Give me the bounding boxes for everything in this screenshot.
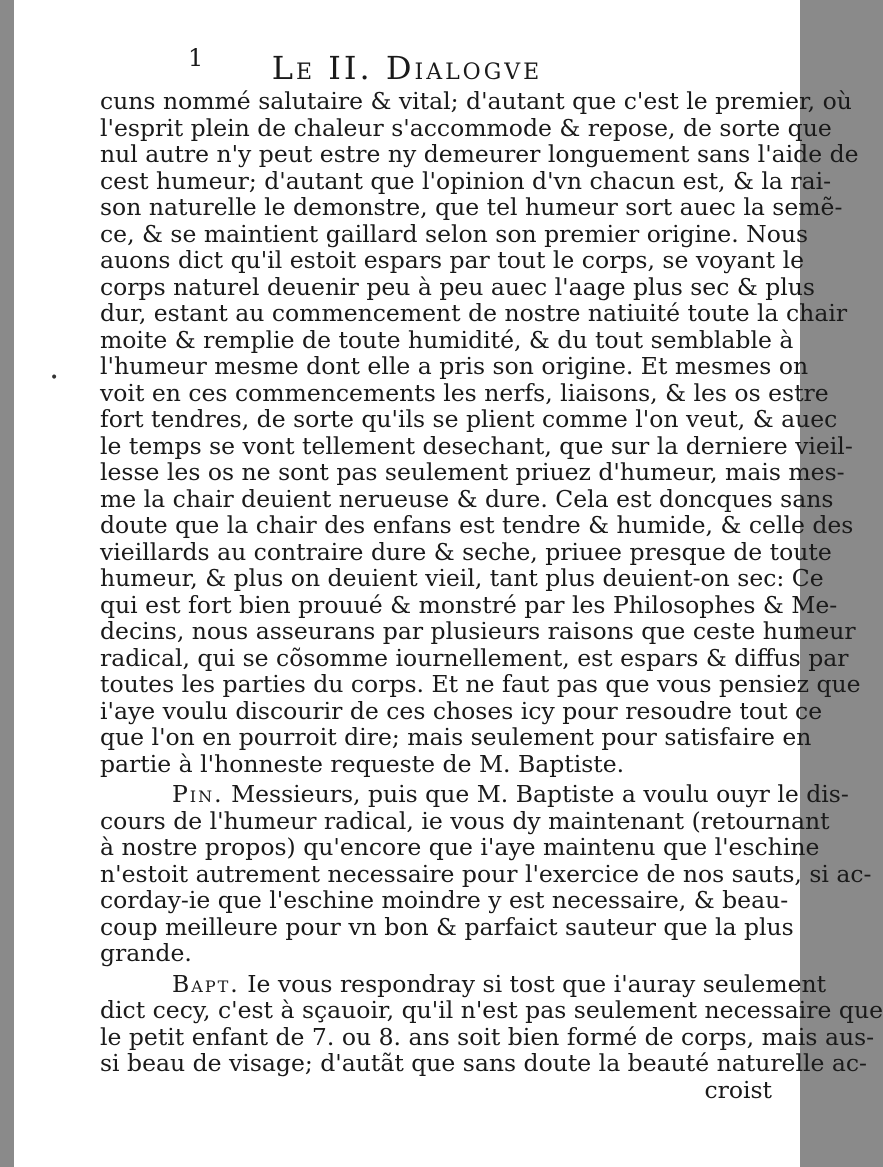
text-line: voit en ces commencements les nerfs, liaisons, & les os estre (100, 378, 829, 407)
text-line (100, 780, 849, 808)
text-line: coup meilleure pour vn bon & parfaict sauteur que la plus (100, 912, 794, 941)
text-line: cest humeur; d'autant que l'opinion d'vn chacun est, & la rai- (100, 166, 832, 195)
book-page (14, 0, 883, 1167)
text-line: l'esprit plein de chaleur s'accommode & repose, de sorte que (100, 113, 832, 142)
text-line: nul autre n'y peut estre ny demeurer longuement sans l'aide de (100, 140, 859, 168)
speaker-label: Bapt. (172, 969, 240, 998)
text-line: auons dict qu'il estoit espars par tout le corps, se voyant le (100, 246, 805, 274)
text-line: lesse les os ne sont pas seulement priuez d'humeur, mais mes- (100, 458, 845, 486)
speech-start: Ie vous respondray si tost que i'auray seulement (239, 969, 827, 998)
text-line: qui est fort bien prouué & monstré par les Philosophes & Me- (100, 590, 838, 619)
speaker-label: Pin. (172, 780, 224, 808)
text-line: partie à l'honneste requeste de M. Baptiste. (100, 749, 625, 778)
text-line: que l'on en pourroit dire; mais seulement pour satisfaire en (100, 723, 812, 751)
text-block (100, 87, 883, 1104)
text-line: le temps se vont tellement desechant, que sur la derniere vieil- (100, 431, 853, 460)
text-line: i'aye voulu discourir de ces choses icy pour resoudre tout ce (100, 696, 823, 725)
speech-start: Messieurs, puis que M. Baptiste a voulu ouyr le dis- (223, 780, 849, 808)
margin-dot: • (50, 370, 59, 386)
text-line: fort tendres, de sorte qu'ils se plient comme l'on veut, & auec (100, 405, 838, 433)
text-line: si beau de visage; d'autãt que sans doute la beauté naturelle ac- (100, 1049, 867, 1077)
text-line: grande. (100, 939, 192, 967)
catchword: croist (704, 1075, 772, 1104)
text-line: vieillards au contraire dure & seche, priuee presque de toute (100, 537, 832, 566)
text-line: n'estoit autrement necessaire pour l'exercice de nos sauts, si ac- (100, 859, 872, 888)
text-line: decins, nous asseurans par plusieurs raisons que ceste humeur (100, 617, 856, 645)
text-line: dur, estant au commencement de nostre natiuité toute la chair (100, 299, 848, 327)
text-line: ce, & se maintient gaillard selon son premier origine. Nous (100, 219, 809, 248)
text-line: humeur, & plus on deuient vieil, tant plus deuient-on sec: Ce (100, 564, 824, 592)
running-head: Le II. Dialogve (271, 49, 543, 87)
text-line: l'humeur mesme dont elle a pris son origine. Et mesmes on (100, 352, 809, 380)
text-line: me la chair deuient nerueuse & dure. Cela est doncques sans (100, 484, 834, 513)
text-line: corday-ie que l'eschine moindre y est necessaire, & beau- (100, 886, 789, 914)
text-line: son naturelle le demonstre, que tel humeur sort auec la semẽ- (100, 193, 843, 221)
text-line: cours de l'humeur radical, ie vous dy maintenant (retournant (100, 806, 830, 835)
text-line: toutes les parties du corps. Et ne faut pas que vous pensiez que (100, 670, 861, 698)
text-line: moite & remplie de toute humidité, & du tout semblable à (100, 325, 794, 354)
folio-mark: 1 (188, 44, 204, 72)
text-line: à nostre propos) qu'encore que i'aye maintenu que l'eschine (100, 833, 820, 861)
text-line: cuns nommé salutaire & vital; d'autant que c'est le premier, où (100, 87, 852, 115)
text-line: doute que la chair des enfans est tendre & humide, & celle des (100, 511, 854, 539)
text-line: radical, qui se cõsomme iournellement, est espars & diffus par (100, 643, 849, 672)
text-line (100, 969, 827, 998)
text-line: corps naturel deuenir peu à peu auec l'aage plus sec & plus (100, 272, 815, 301)
text-line: dict cecy, c'est à sçauoir, qu'il n'est pas seulement necessaire que (100, 996, 883, 1024)
text-line: le petit enfant de 7. ou 8. ans soit bien formé de corps, mais aus- (100, 1022, 875, 1051)
